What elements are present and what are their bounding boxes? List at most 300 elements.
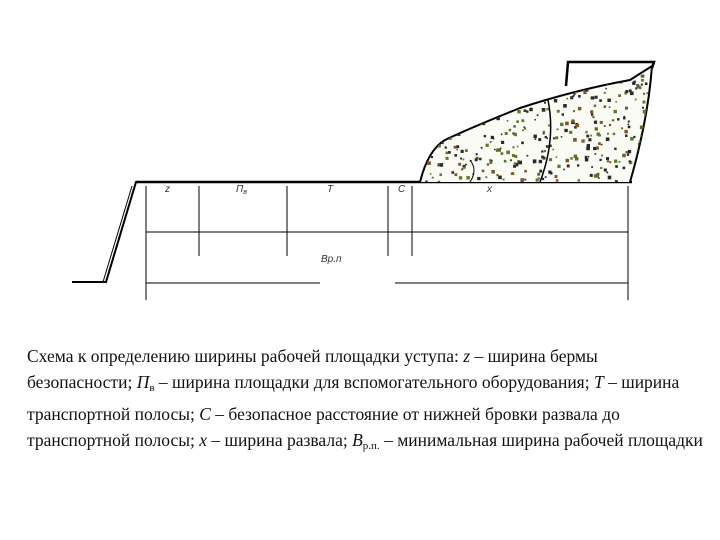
rock-speckle xyxy=(595,174,599,178)
rock-speckle xyxy=(651,96,655,100)
rock-speckle xyxy=(526,110,528,112)
rock-speckle xyxy=(427,105,431,109)
rock-speckle xyxy=(618,94,621,97)
rock-speckle xyxy=(531,75,533,77)
rock-speckle xyxy=(449,97,451,99)
rock-speckle xyxy=(554,74,557,77)
rock-speckle xyxy=(498,82,501,85)
rock-speckle xyxy=(465,114,467,116)
rock-speckle xyxy=(506,83,509,86)
rock-speckle xyxy=(557,128,559,130)
rock-speckle xyxy=(473,76,476,79)
rock-speckle xyxy=(423,80,426,83)
rock-speckle xyxy=(635,175,637,177)
rock-speckle xyxy=(470,123,472,125)
rock-speckle xyxy=(545,85,547,87)
rock-speckle xyxy=(487,64,489,66)
rock-speckle xyxy=(455,124,458,127)
rock-speckle xyxy=(526,183,530,187)
rock-speckle xyxy=(489,161,492,164)
rock-speckle xyxy=(440,71,443,74)
rock-speckle xyxy=(649,180,651,182)
rock-speckle xyxy=(586,135,589,138)
rock-speckle xyxy=(609,124,611,126)
rock-speckle xyxy=(617,118,619,120)
rock-speckle xyxy=(463,159,465,161)
rock-speckle xyxy=(448,85,451,88)
rock-speckle xyxy=(452,95,455,98)
rock-speckle xyxy=(591,113,593,115)
rock-speckle xyxy=(421,66,423,68)
rock-speckle xyxy=(461,168,463,170)
rock-speckle xyxy=(524,75,527,78)
rock-speckle xyxy=(445,122,449,126)
rock-speckle xyxy=(480,79,483,82)
rock-speckle xyxy=(556,179,559,182)
rock-speckle xyxy=(578,71,581,74)
rock-speckle xyxy=(427,161,431,165)
rock-speckle xyxy=(585,131,587,133)
rock-speckle xyxy=(607,133,609,135)
rock-speckle xyxy=(501,82,503,84)
rock-speckle xyxy=(645,82,648,85)
rock-speckle xyxy=(625,90,628,93)
rock-speckle xyxy=(645,169,648,172)
rock-speckle xyxy=(567,164,570,167)
rock-speckle xyxy=(479,112,482,115)
rock-speckle xyxy=(540,73,542,75)
rock-speckle xyxy=(599,99,602,102)
rock-speckle xyxy=(517,146,519,148)
rock-speckle xyxy=(458,78,460,80)
rock-speckle xyxy=(539,73,541,75)
rock-speckle xyxy=(581,139,584,142)
rock-speckle xyxy=(452,84,455,87)
rock-speckle xyxy=(420,102,424,106)
rock-speckle xyxy=(478,109,480,111)
rock-speckle xyxy=(539,170,542,173)
rock-speckle xyxy=(566,98,568,100)
rock-speckle xyxy=(421,80,423,82)
rock-speckle xyxy=(426,103,429,106)
rock-speckle xyxy=(519,78,522,81)
rock-speckle xyxy=(462,79,466,83)
rock-speckle xyxy=(516,120,519,123)
rock-speckle xyxy=(438,124,441,127)
rock-speckle xyxy=(557,110,560,113)
rock-speckle xyxy=(533,135,536,138)
rock-speckle xyxy=(643,93,645,95)
rock-speckle xyxy=(642,101,645,104)
rock-speckle xyxy=(591,96,594,99)
rock-speckle xyxy=(609,161,611,163)
rock-speckle xyxy=(509,129,511,131)
rock-speckle xyxy=(459,176,462,179)
rock-speckle xyxy=(642,107,644,109)
rock-speckle xyxy=(639,152,642,155)
rock-speckle xyxy=(484,95,486,97)
slope-hatch xyxy=(103,186,132,282)
rock-speckle xyxy=(599,159,601,161)
rock-speckle xyxy=(546,137,548,139)
rock-speckle xyxy=(538,177,540,179)
rock-speckle xyxy=(555,136,558,139)
rock-speckle xyxy=(604,79,607,82)
rock-speckle xyxy=(548,124,550,126)
rock-speckle xyxy=(466,176,469,179)
rock-speckle xyxy=(496,149,499,152)
rock-speckle xyxy=(604,125,606,127)
rock-speckle xyxy=(645,65,647,67)
rock-speckle xyxy=(627,154,629,156)
rock-speckle xyxy=(544,102,546,104)
rock-speckle xyxy=(421,88,424,91)
rock-speckle xyxy=(578,179,580,181)
rock-speckle xyxy=(459,97,461,99)
rock-speckle xyxy=(609,106,611,108)
rock-speckle xyxy=(552,149,554,151)
rock-speckle xyxy=(578,107,581,110)
rock-speckle xyxy=(589,78,591,80)
rock-speckle xyxy=(503,103,505,105)
rock-speckle xyxy=(594,105,596,107)
lower-bench-contour xyxy=(72,182,140,282)
rock-speckle xyxy=(481,147,483,149)
rock-speckle xyxy=(553,66,556,69)
rock-speckle xyxy=(598,177,600,179)
rock-speckle xyxy=(628,150,631,153)
rock-speckle xyxy=(458,163,461,166)
rock-speckle xyxy=(514,133,517,136)
rock-speckle xyxy=(423,134,425,136)
rock-speckle xyxy=(426,120,429,123)
rock-speckle xyxy=(566,129,568,131)
rock-speckle xyxy=(487,77,491,81)
rock-speckle xyxy=(522,91,524,93)
rock-speckle xyxy=(554,99,557,102)
rock-speckle xyxy=(427,116,429,118)
rock-speckle xyxy=(491,170,495,174)
rock-speckle xyxy=(536,92,539,95)
rock-speckle xyxy=(510,74,513,77)
rock-speckle xyxy=(612,77,615,80)
rock-speckle xyxy=(653,163,656,166)
rock-speckle xyxy=(480,117,483,120)
rock-speckle xyxy=(600,121,603,124)
rock-speckle xyxy=(448,151,451,154)
rock-speckle xyxy=(597,77,599,79)
rock-speckle xyxy=(546,79,549,82)
rock-speckle xyxy=(424,95,426,97)
rock-speckle xyxy=(608,72,611,75)
rock-speckle xyxy=(557,165,560,168)
rock-speckle xyxy=(421,76,425,80)
rock-speckle xyxy=(592,116,594,118)
rock-speckle xyxy=(454,82,456,84)
rock-speckle xyxy=(622,154,626,158)
rock-speckle xyxy=(543,131,545,133)
rock-speckle xyxy=(432,177,434,179)
rock-speckle xyxy=(537,114,539,116)
rock-speckle xyxy=(492,105,495,108)
rock-speckle xyxy=(485,176,487,178)
rock-speckle xyxy=(644,153,646,155)
rock-speckle xyxy=(526,75,528,77)
rock-speckle xyxy=(500,81,502,83)
rock-speckle xyxy=(510,159,512,161)
rock-speckle xyxy=(653,140,656,143)
rock-speckle xyxy=(517,110,520,113)
rock-speckle xyxy=(426,82,429,85)
rock-speckle xyxy=(595,96,598,99)
rock-speckle xyxy=(531,79,533,81)
rock-speckle xyxy=(610,75,613,78)
rock-speckle xyxy=(607,99,610,102)
rock-speckle xyxy=(529,66,533,70)
rock-speckle xyxy=(527,155,529,157)
rock-speckle xyxy=(516,78,519,81)
rock-speckle xyxy=(612,119,614,121)
rock-speckle xyxy=(591,166,593,168)
rock-speckle xyxy=(542,178,544,180)
rock-speckle xyxy=(615,165,618,168)
rock-speckle xyxy=(615,101,617,103)
rock-speckle xyxy=(576,124,579,127)
rock-speckle xyxy=(549,158,552,161)
rock-speckle xyxy=(472,111,474,113)
rock-speckle xyxy=(633,81,635,83)
rock-speckle xyxy=(503,179,505,181)
rock-speckle xyxy=(435,80,438,83)
rock-speckle xyxy=(421,122,424,125)
rock-speckle xyxy=(545,80,548,83)
rock-speckle xyxy=(574,87,577,90)
rock-speckle xyxy=(610,71,612,73)
rock-speckle xyxy=(432,138,436,142)
rock-speckle xyxy=(478,79,480,81)
rock-speckle xyxy=(533,159,537,163)
rock-speckle xyxy=(421,165,423,167)
rock-speckle xyxy=(640,125,644,129)
rock-speckle xyxy=(491,136,494,139)
rock-speckle xyxy=(562,113,564,115)
rock-speckle xyxy=(569,131,572,134)
rock-speckle xyxy=(628,126,631,129)
rock-speckle xyxy=(517,65,520,68)
rock-speckle xyxy=(573,110,575,112)
rock-speckle xyxy=(583,76,586,79)
rock-speckle xyxy=(546,108,548,110)
rock-speckle xyxy=(563,169,565,171)
rock-speckle xyxy=(520,178,524,182)
figure-caption: Схема к определению ширины рабочей площадки уступа: z – ширина бермы безопасности; $П_в$ – ширина площадки для вспомогательного оборудования; Т – ширина транспортной полосы; С – безопасное расстояние от нижней бровки развала до транспортной полосы; х – ширина развала; $В_{р.п.}$ – минимальная ширина рабочей площадки xyxy=(27,346,703,452)
rock-speckle xyxy=(548,171,551,174)
rock-speckle xyxy=(450,91,453,94)
rock-speckle xyxy=(511,84,513,86)
rock-speckle xyxy=(517,74,520,77)
rock-speckle xyxy=(502,88,504,90)
rock-speckle xyxy=(524,127,526,129)
rock-speckle xyxy=(479,93,481,95)
rock-speckle xyxy=(524,170,527,173)
rock-speckle xyxy=(495,97,499,101)
rock-speckle xyxy=(641,84,643,86)
rock-speckle xyxy=(428,127,431,130)
rock-speckle xyxy=(451,106,454,109)
rock-speckle xyxy=(595,153,597,155)
rock-speckle xyxy=(623,167,626,170)
rock-speckle xyxy=(556,156,558,158)
rock-speckle xyxy=(422,66,425,69)
rock-speckle xyxy=(560,81,562,83)
rock-speckle xyxy=(552,78,555,81)
rock-speckle xyxy=(489,159,491,161)
rock-speckle xyxy=(462,105,465,108)
rock-speckle xyxy=(512,146,514,148)
rock-speckle xyxy=(474,91,477,94)
rock-speckle xyxy=(563,105,566,108)
rock-speckle xyxy=(488,66,491,69)
rock-speckle xyxy=(422,84,425,87)
rock-speckle xyxy=(541,150,543,152)
rock-speckle xyxy=(509,80,512,83)
rock-speckle xyxy=(446,86,448,88)
rock-speckle xyxy=(585,158,588,161)
rock-speckle xyxy=(628,120,630,122)
rock-speckle xyxy=(646,168,648,170)
label-b: Bp.п xyxy=(321,254,342,265)
rock-speckle xyxy=(625,151,627,153)
rock-speckle xyxy=(458,75,460,77)
rock-speckle xyxy=(421,114,425,118)
rock-speckle xyxy=(456,149,458,151)
rock-speckle xyxy=(440,112,443,115)
rock-speckle xyxy=(454,146,457,149)
rock-speckle xyxy=(593,147,596,150)
rock-speckle xyxy=(504,160,507,163)
rock-speckle xyxy=(486,144,489,147)
rock-speckle xyxy=(538,138,541,141)
rock-speckle xyxy=(639,68,642,71)
rock-speckle xyxy=(423,154,425,156)
rock-speckle xyxy=(608,176,612,180)
rock-speckle xyxy=(468,65,470,67)
rock-speckle xyxy=(479,101,481,103)
rock-speckle xyxy=(652,117,654,119)
rock-speckle xyxy=(621,127,623,129)
rock-speckle xyxy=(607,160,609,162)
label-x: x xyxy=(487,184,492,195)
rock-speckle xyxy=(577,164,579,166)
rock-speckle xyxy=(443,71,445,73)
rock-speckle xyxy=(506,151,510,155)
rock-speckle xyxy=(455,103,457,105)
rock-speckle xyxy=(541,68,545,72)
rock-speckle xyxy=(605,88,607,90)
rock-speckle xyxy=(439,173,442,176)
rock-speckle xyxy=(465,149,468,152)
rock-speckle xyxy=(621,64,625,68)
rock-speckle xyxy=(655,66,657,68)
rock-speckle xyxy=(581,183,583,185)
rock-speckle xyxy=(473,118,475,120)
rock-speckle xyxy=(447,133,449,135)
rock-speckle xyxy=(598,142,601,145)
rock-speckle xyxy=(651,155,654,158)
rock-speckle xyxy=(454,173,457,176)
rock-speckle xyxy=(494,79,496,81)
rock-speckle xyxy=(507,120,509,122)
rock-speckle xyxy=(458,80,461,83)
rock-speckle xyxy=(461,150,464,153)
rock-speckle xyxy=(606,137,610,141)
rock-speckle xyxy=(534,119,536,121)
rock-speckle xyxy=(572,119,575,122)
rock-speckle xyxy=(561,136,563,138)
label-pv: $П_в$ xyxy=(236,184,247,196)
rock-speckle xyxy=(606,172,608,174)
rock-speckle xyxy=(556,76,558,78)
rock-speckle xyxy=(501,152,504,155)
rock-speckle xyxy=(438,165,440,167)
rock-speckle xyxy=(497,76,499,78)
rock-speckle xyxy=(428,121,430,123)
rock-speckle xyxy=(472,113,476,117)
rock-speckle xyxy=(467,82,469,84)
rock-speckle xyxy=(601,144,603,146)
label-z: z xyxy=(165,184,170,195)
rock-speckle xyxy=(489,72,492,75)
label-c: C xyxy=(398,184,406,195)
rock-speckle xyxy=(590,110,593,113)
rock-speckle xyxy=(563,184,565,186)
rock-speckle xyxy=(524,109,527,112)
rock-speckle xyxy=(628,124,630,126)
rock-speckle xyxy=(588,138,591,141)
rock-speckle xyxy=(465,102,467,104)
rock-speckle xyxy=(531,92,533,94)
rock-speckle xyxy=(502,78,504,80)
rock-speckle xyxy=(420,86,423,89)
rock-pile xyxy=(420,64,658,186)
rock-speckle xyxy=(465,78,467,80)
rock-speckle xyxy=(424,157,427,160)
rock-speckle xyxy=(441,119,444,122)
rock-speckle xyxy=(614,110,617,113)
rock-speckle xyxy=(477,177,480,180)
rock-speckle xyxy=(593,68,596,71)
rock-speckle xyxy=(449,78,451,80)
rock-speckle xyxy=(482,75,485,78)
rock-speckle xyxy=(561,77,563,79)
rock-speckle xyxy=(544,150,546,152)
rock-speckle xyxy=(555,175,558,178)
rock-speckle xyxy=(426,71,428,73)
rock-speckle xyxy=(553,137,555,139)
rock-speckle xyxy=(524,179,526,181)
rock-speckle xyxy=(472,82,474,84)
rock-speckle xyxy=(568,75,570,77)
rock-speckle xyxy=(513,125,516,128)
rock-speckle xyxy=(604,92,606,94)
rock-speckle xyxy=(436,76,438,78)
rock-speckle xyxy=(605,70,607,72)
rock-speckle xyxy=(454,154,457,157)
rock-speckle xyxy=(601,155,603,157)
rock-speckle xyxy=(496,174,498,176)
rock-speckle xyxy=(426,112,429,115)
rock-speckle xyxy=(490,141,492,143)
